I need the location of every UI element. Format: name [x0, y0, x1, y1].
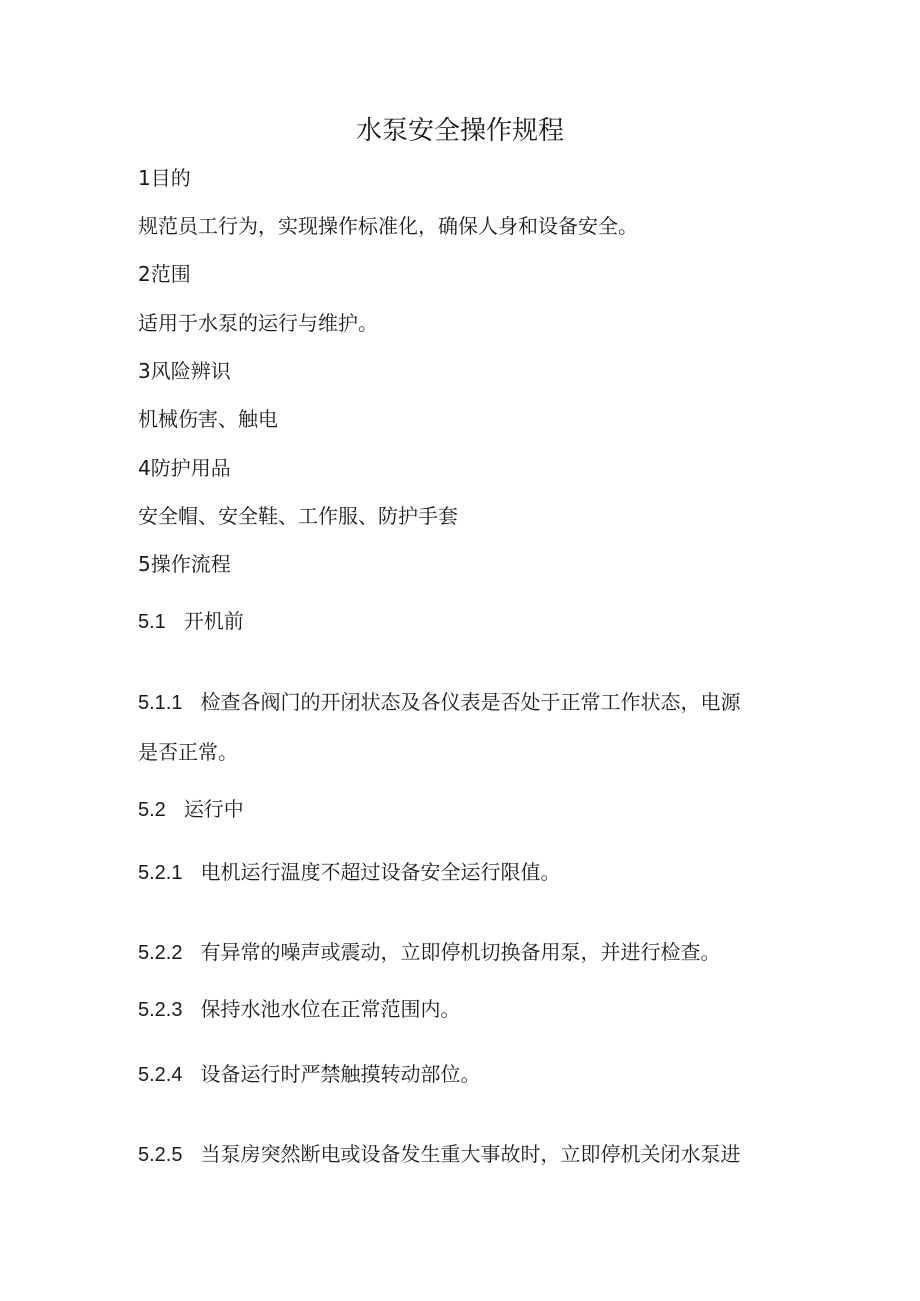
item-5-1-1-continuation: 是否正常。	[138, 740, 238, 764]
item-5-2-number: 5.2	[138, 799, 166, 821]
item-5-2-5-number: 5.2.5	[138, 1144, 183, 1166]
item-5-2-2-text: 有异常的噪声或震动，立即停机切换备用泵，并进行检查。	[200, 940, 721, 964]
item-5-2-1-number: 5.2.1	[138, 862, 183, 884]
item-5-2-3-number: 5.2.3	[138, 999, 183, 1021]
section-3-heading: 3风险辨识	[138, 359, 231, 383]
item-5-2-4-number: 5.2.4	[138, 1064, 183, 1086]
item-5-1-1-number: 5.1.1	[138, 692, 183, 714]
item-5-2-1	[138, 860, 560, 885]
section-4-heading: 4防护用品	[138, 456, 231, 480]
item-5-2-2-number: 5.2.2	[138, 942, 183, 964]
item-5-1	[138, 609, 244, 634]
document-title: 水泵安全操作规程	[355, 116, 564, 146]
section-4-body: 安全帽、安全鞋、工作服、防护手套	[138, 504, 458, 528]
item-5-2-3-text: 保持水池水位在正常范围内。	[200, 997, 461, 1021]
section-1-body: 规范员工行为，实现操作标准化，确保人身和设备安全。	[138, 214, 638, 238]
item-5-2-5	[138, 1142, 740, 1167]
section-2-body: 适用于水泵的运行与维护。	[138, 311, 378, 335]
section-1-heading: 1目的	[138, 166, 191, 190]
section-5-heading: 5操作流程	[138, 552, 231, 576]
item-5-2-2	[138, 940, 720, 965]
item-5-1-number: 5.1	[138, 611, 166, 633]
section-2-heading: 2范围	[138, 262, 191, 286]
item-5-2-text: 运行中	[183, 797, 244, 821]
item-5-2-4-text: 设备运行时严禁触摸转动部位。	[200, 1062, 481, 1086]
section-3-body: 机械伤害、触电	[138, 407, 278, 431]
item-5-2-3	[138, 997, 460, 1022]
item-5-1-1-text: 检查各阀门的开闭状态及各仪表是否处于正常工作状态，电源	[200, 690, 741, 714]
item-5-1-text: 开机前	[183, 609, 244, 633]
item-5-2-4	[138, 1062, 480, 1087]
item-5-2-1-text: 电机运行温度不超过设备安全运行限值。	[200, 860, 561, 884]
item-5-2	[138, 797, 244, 822]
item-5-1-1	[138, 690, 740, 715]
item-5-2-5-text: 当泵房突然断电或设备发生重大事故时，立即停机关闭水泵进	[200, 1142, 741, 1166]
